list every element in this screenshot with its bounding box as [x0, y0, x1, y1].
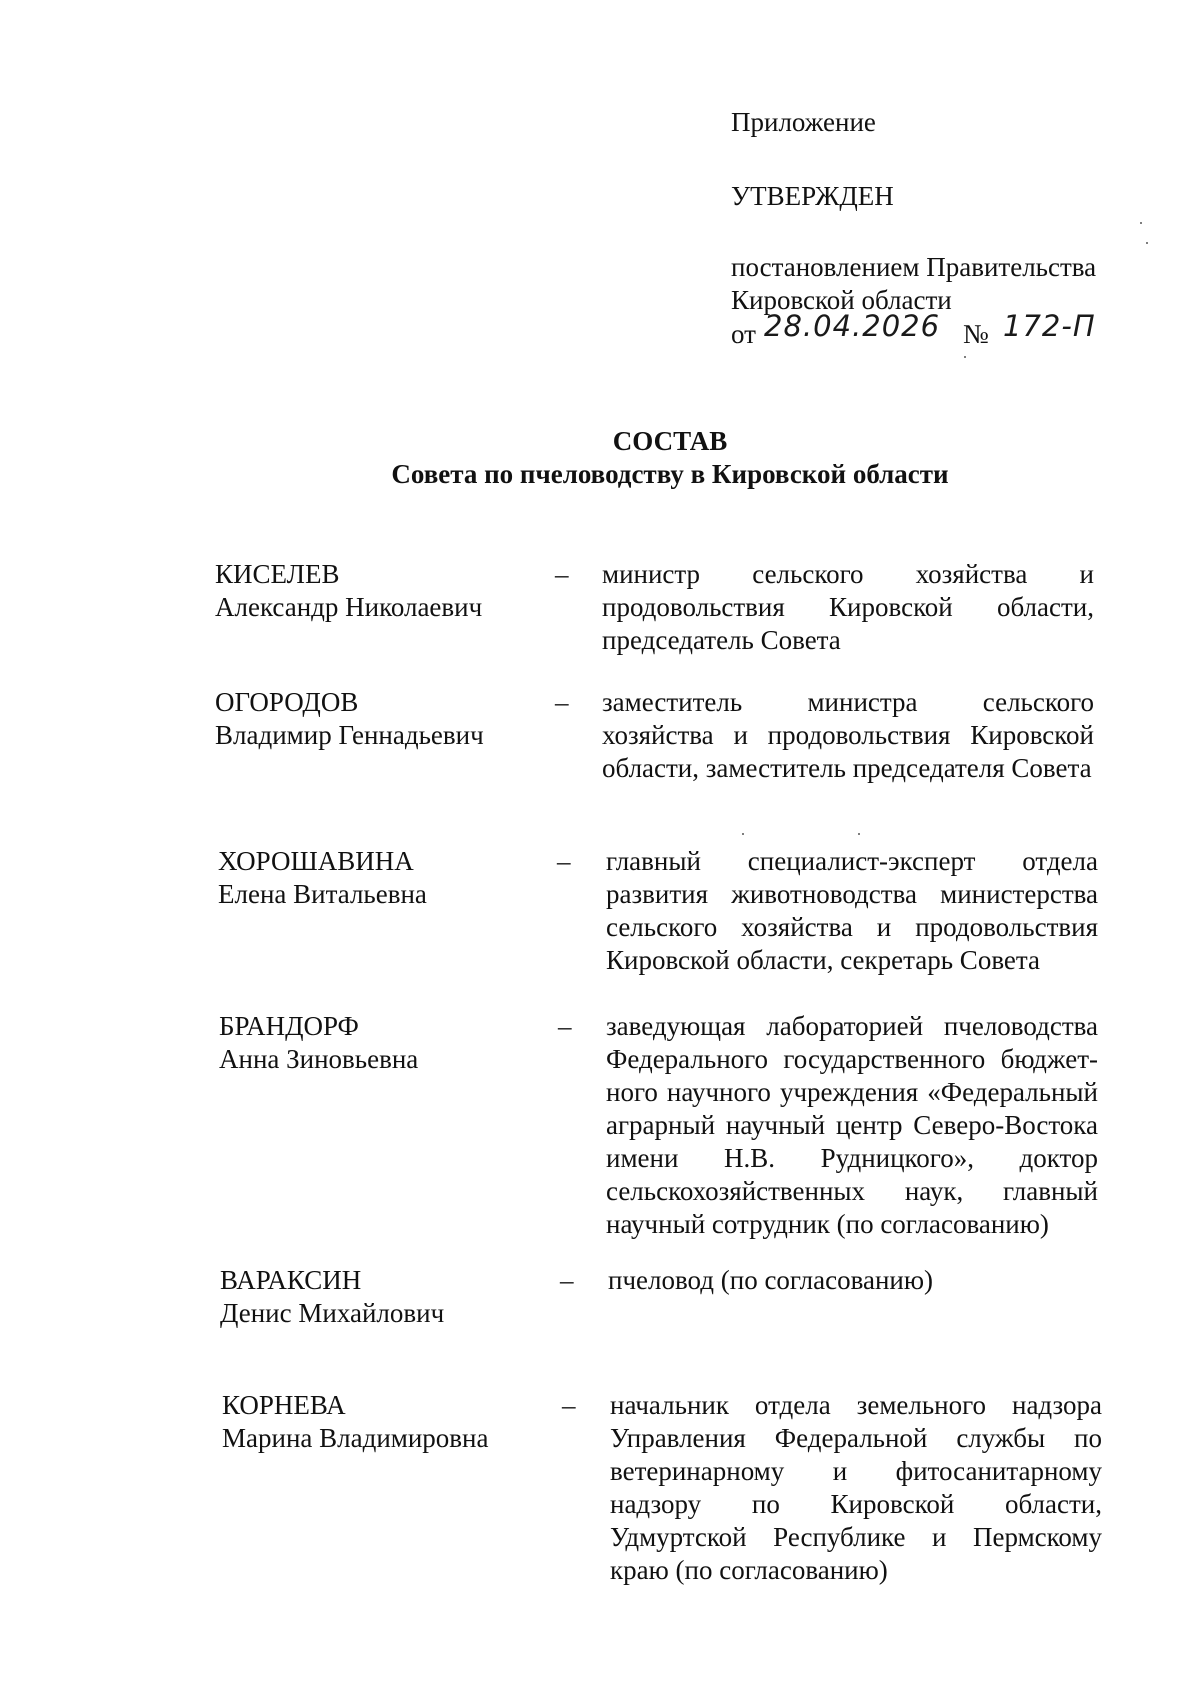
- member-dash: –: [555, 687, 569, 717]
- member-surname: БРАНДОРФ: [219, 1011, 359, 1041]
- member-given-names: Владимир Геннадьевич: [215, 720, 484, 750]
- scan-speck: [858, 833, 860, 835]
- member-surname: ВАРАКСИН: [220, 1265, 362, 1295]
- member-name: [220, 1264, 444, 1330]
- member-description: министр сельского хозяйства и продовольствия Кировской области, председатель Совета: [602, 559, 1094, 655]
- member-name: [215, 686, 484, 752]
- member-name: [222, 1389, 489, 1455]
- member-dash: –: [555, 559, 569, 589]
- member-name: [215, 558, 482, 624]
- approved-label: УТВЕРЖДЕН: [731, 181, 894, 211]
- date-prefix: от: [731, 319, 756, 349]
- handwritten-number: 172-П: [1003, 309, 1096, 343]
- document-title: [0, 425, 1200, 491]
- title-heading: СОСТАВ: [612, 426, 728, 456]
- member-dash: –: [558, 1011, 572, 1041]
- member-name: [219, 1010, 418, 1076]
- title-subheading: Совета по пчеловодству в Кировской области: [391, 459, 949, 489]
- member-given-names: Александр Николаевич: [215, 592, 483, 622]
- member-description: заместитель министра сельского хозяйства и продовольствия Кировской области, заместитель председателя Совета: [602, 687, 1094, 783]
- member-surname: ОГОРОДОВ: [215, 687, 359, 717]
- member-given-names: Анна Зиновьевна: [219, 1044, 419, 1074]
- member-given-names: Денис Михайлович: [220, 1298, 445, 1328]
- scan-speck: [964, 356, 966, 358]
- member-description: начальник отдела земельного надзора Управления Федеральной службы по ветеринарному и фитосанитарному надзору по Кировской области, Удмуртской Республике и Пермскому краю (по согласованию): [610, 1390, 1102, 1585]
- scan-speck: [742, 833, 744, 835]
- member-dash: –: [557, 846, 571, 876]
- number-label: №: [963, 319, 989, 349]
- date-number-line: [731, 309, 1151, 358]
- resolution-line-2: Кировской области: [731, 285, 952, 315]
- member-surname: КИСЕЛЕВ: [215, 559, 340, 589]
- member-given-names: Марина Владимировна: [222, 1423, 489, 1453]
- member-surname: КОРНЕВА: [222, 1390, 346, 1420]
- appendix-label: Приложение: [731, 107, 876, 137]
- member-dash: –: [560, 1265, 574, 1295]
- resolution-reference: [731, 251, 1151, 317]
- member-description: пчеловод (по согласованию): [608, 1265, 934, 1295]
- member-given-names: Елена Витальевна: [218, 879, 427, 909]
- member-description: главный специалист-эксперт отдела развития животноводства министерства сельского хозяйства и продовольствия Кировской области, секретарь Совета: [606, 846, 1098, 975]
- handwritten-date: 28.04.2026: [764, 309, 941, 343]
- member-dash: –: [562, 1390, 576, 1420]
- member-surname: ХОРОШАВИНА: [218, 846, 414, 876]
- member-description: заведующая лабораторией пчеловодства Федерального государственного бюджетного научного учреждения «Федеральный аграрный научный центр Северо-Востока имени Н.В. Рудницкого», доктор сельскохозяйственных наук, главный научный сотрудник (по согласованию): [606, 1011, 1098, 1239]
- resolution-line-1: постановлением Правительства: [731, 252, 1097, 282]
- scan-speck: [1146, 242, 1148, 244]
- member-name: [218, 845, 427, 911]
- scan-speck: [1140, 222, 1142, 224]
